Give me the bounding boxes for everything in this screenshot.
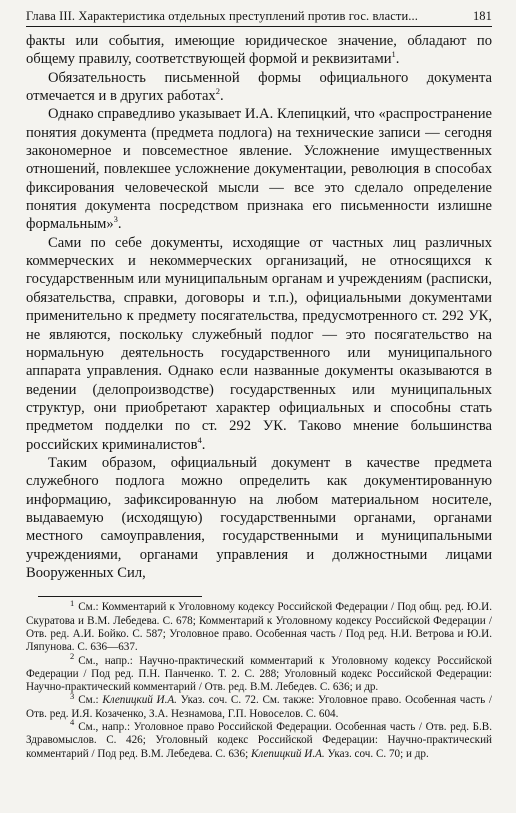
paragraph-3: Однако справедливо указывает И.А. Клепицкий, что «распространение понятия документа (предмета подлога) на технические записи — сегодня закономерное и повсеместное явление. Усложнение имущественных отношений, повлекшее усложнение документации, революция в способах фиксирования человеческой мысли — все это сделало определение понятия документа посредством признака его письменности излишне формальным»$^3$.	[26, 106, 492, 233]
running-header	[26, 0, 492, 24]
footnotes	[26, 597, 493, 761]
page-number: 181	[472, 9, 492, 23]
footnote-3: $^3$ См.: Клепицкий И.А. Указ. соч. С. 72. См. также: Уголовное право. Особенная часть / Отв. ред. И.Я. Козаченко, З.А. Незнамова, Г.П. Новоселов. С. 604.	[26, 690, 493, 720]
paragraph-2: Обязательность письменной формы официального документа отмечается и в других работах$^2$.	[26, 69, 492, 105]
paragraph-4: Сами по себе документы, исходящие от частных лиц различных коммерческих и некоммерческих организаций, не относящихся к государственным или муниципальным органам и учреждениям (расписки, обязательства, справки, договоры и т.п.), официальными документами применительно к предмету посягательства, предусмотренного ст. 292 УК, не являются, поскольку служебный подлог — это посягательство на нормальную деятельность государственного или муниципального аппарата управления. Однако если названные документы оказываются в ведении (делопроизводстве) государственных или муниципальных структур, они приобретают характер официальных и способны стать предметом подделки по ст. 292 УК. Таково мнение большинства российских криминалистов$^4$.	[26, 234, 492, 453]
footnote-4: $^4$ См., напр.: Уголовное право Российской Федерации. Особенная часть / Отв. ред. Б.В. Здравомыслов. С. 426; Уголовный кодекс Российской Федерации: Научно-практический комментарий / Под ред. В.М. Лебедева. С. 636; Клепицкий И.А. Указ. соч. С. 70; и др.	[26, 717, 492, 760]
footnote-ref-2: 2	[215, 86, 220, 97]
chapter-title: Глава III. Характеристика отдельных преступлений против гос. власти...	[26, 9, 418, 23]
footnote-author: Клепицкий И.А.	[250, 747, 325, 760]
footnote-ref-3: 3	[113, 214, 118, 225]
footnote-ref-4: 4	[197, 434, 202, 445]
footnote-author: Клепицкий И.А.	[102, 694, 177, 707]
main-text	[26, 32, 492, 582]
paragraph-5: Таким образом, официальный документ в качестве предмета служебного подлога можно определить как документированную информацию, зафиксированную на любом материальном носителе, выдаваемую (исходящую) государственными органами, органами местного самоуправления, государственными и муниципальными учреждениями, органами управления и должностными лицами Вооруженных Сил,	[26, 454, 492, 581]
footnote-2: $^2$ См., напр.: Научно-практический комментарий к Уголовному кодексу Российской Федерации / Под ред. П.Н. Панченко. Т. 2. С. 288; Уголовный кодекс Российской Федерации: Научно-практический комментарий / Отв. ред. В.М. Лебедев. С. 636; и др.	[26, 650, 492, 694]
paragraph-1: факты или события, имеющие юридическое значение, обладают по общему правилу, соответствующей формой и реквизитами$^1$.	[26, 33, 492, 68]
footnote-separator	[38, 596, 202, 597]
header-rule	[26, 26, 492, 27]
footnote-1: $^1$ См.: Комментарий к Уголовному кодексу Российской Федерации / Под общ. ред. Ю.И. Скуратова и В.М. Лебедева. С. 678; Комментарий к Уголовному кодексу Российской Федерации / Отв. ред. А.И. Бойко. С. 587; Уголовное право. Особенная часть / Под ред. Н.И. Ветрова и Ю.И. Ляпунова. С. 636—637.	[26, 597, 492, 654]
footnote-ref-1: 1	[391, 49, 396, 60]
